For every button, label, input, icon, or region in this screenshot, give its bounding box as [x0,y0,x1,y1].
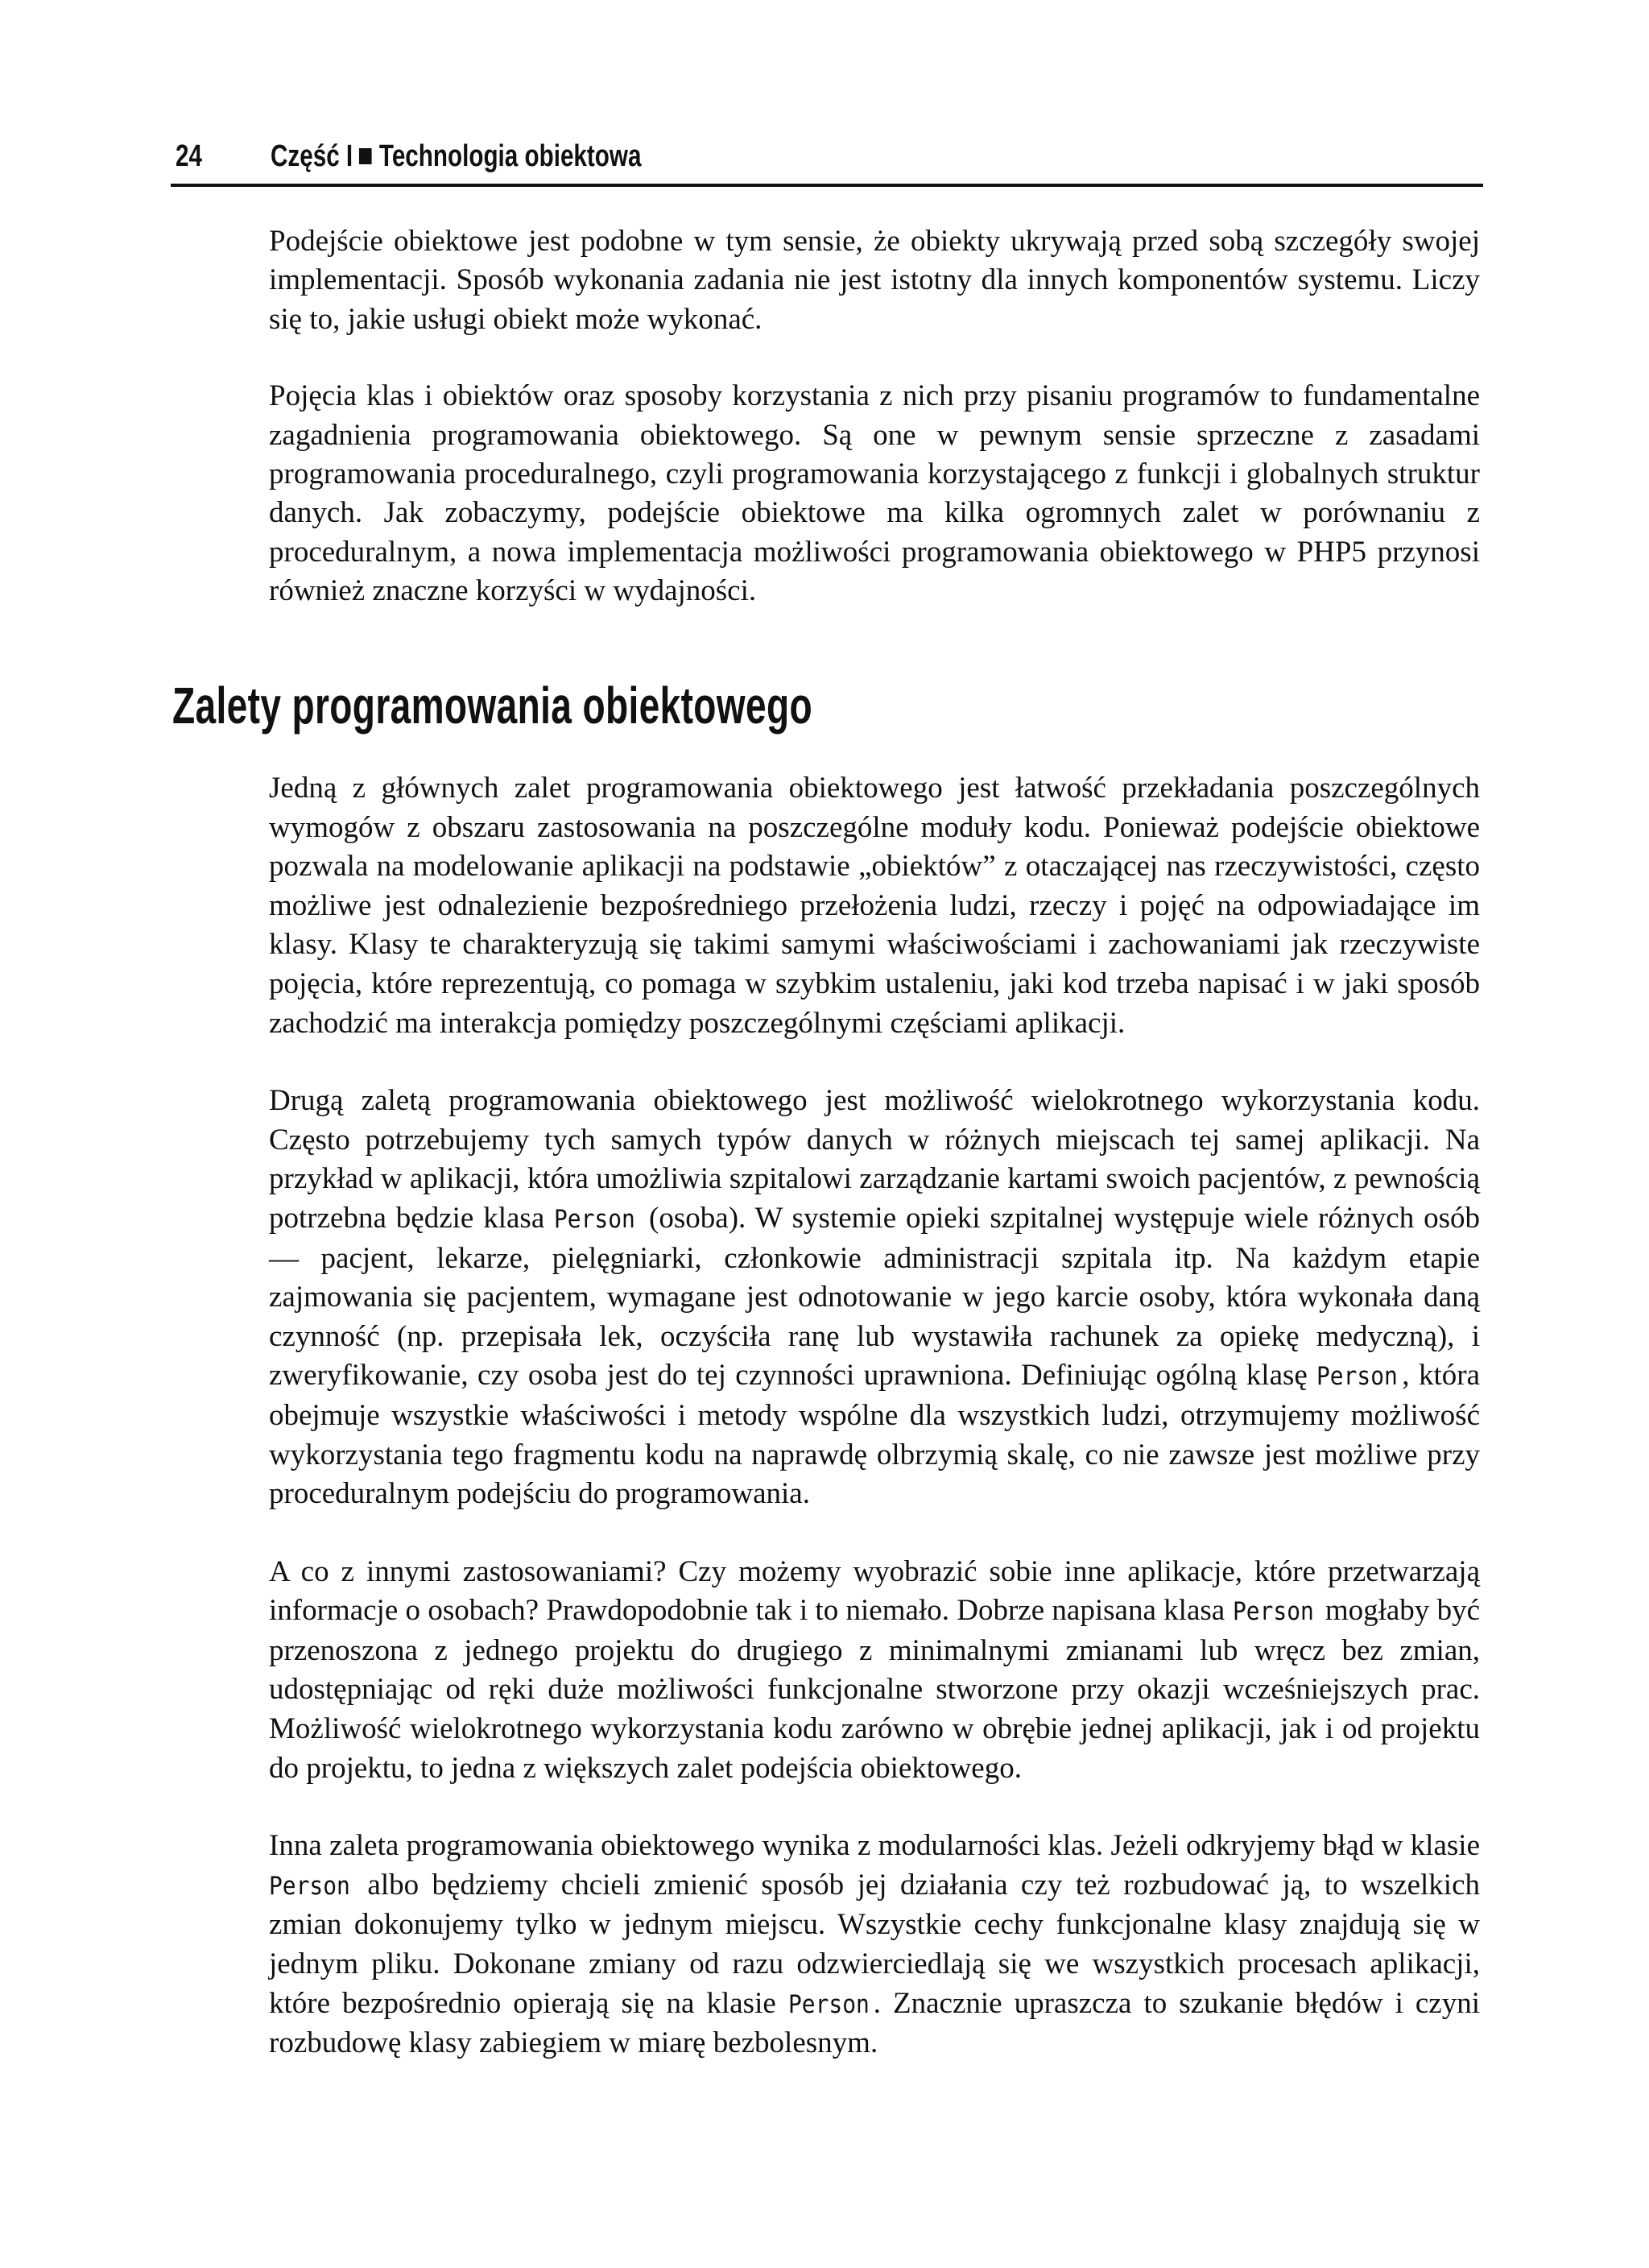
page-number: 24 [176,139,202,173]
text-run: Drugą zaletą programowania obiektowego jest możliwość wielokrotnego wykorzystania kodu. Często potrzebujemy tych samych typów danych w różnych miejscach tej samej aplikacji. Na przykład w aplikacji, która umożliwia szpitalowi zarządzanie kartami swoich pacjentów, z pewnością potrzebna będzie klasa [269,1084,1480,1235]
intro-text [269,222,1480,649]
part-and-chapter [271,134,641,179]
inline-code: Person [269,1871,350,1901]
chapter-title: Technologia obiektowa [378,139,642,173]
section-heading: Zalety programowania obiektowego [172,677,813,735]
text-run: mogłaby być przenoszona z jednego projektu do drugiego z minimalnymi zmianami lub wręcz bez zmian, udostępniając od ręki duże możliwości funkcjonalne stworzone przy okazji wcześniejszych prac. Możliwość wielokrotnego wykorzystania kodu zarówno w obrębie jednej aplikacji, jak i od projektu do projektu, to jedna z większych zalet podejścia obiektowego. [269,1594,1481,1785]
inline-code: Person [1316,1362,1399,1392]
square-bullet-icon [359,148,372,164]
section-paragraph-1: Jedną z głównych zalet programowania obiektowego jest łatwość przekładania poszczególnych wymogów z obszaru zastosowania na poszczególne moduły kodu. Ponieważ podejście obiektowe pozwala na modelowanie aplikacji na podstawie „obiektów” z otaczającej nas rzeczywistości, często możliwe jest odnalezienie bezpośredniego przełożenia ludzi, rzeczy i pojęć na odpowiadające im klasy. Klasy te charakteryzują się takimi samymi właściwościami i zachowaniami jak rzeczywiste pojęcia, które reprezentują, co pomaga w szybkim ustaleniu, jaki kod trzeba napisać i w jaki sposób zachodzić ma interakcja pomiędzy poszczególnymi częściami aplikacji. [269,772,1480,1040]
section-text [269,769,1480,2102]
running-header [171,130,1483,187]
text-run: (osoba). W systemie opieki szpitalnej występuje wiele różnych osób — pacjent, lekarze, pielęgniarki, członkowie administracji szpitala itp. Na każdym etapie zajmowania się pacjentem, wymagane jest odnotowanie w jego karcie osoby, która wykonała daną czynność (np. przepisała lek, oczyściła ranę lub wystawiła rachunek za opiekę medyczną), i zweryfikowanie, czy osoba jest do tej czynności uprawniona. Definiując ogólną klasę [269,1201,1481,1393]
text-run: A co z innymi zastosowaniami? Czy możemy wyobrazić sobie inne aplikacje, które przetwarzają informacje o osobach? Prawdopodobnie tak i to niemało. Dobrze napisana klasa [269,1554,1480,1628]
text-run: Inna zaleta programowania obiektowego wynika z modularności klas. Jeżeli odkryjemy błąd w klasie [269,1829,1480,1863]
inline-code: Person [1232,1597,1314,1627]
section-paragraph-2 [269,1082,1480,1514]
text-run: . Znacznie upraszcza to szukanie błędów i czyni rozbudowę klasy zabiegiem w miarę bezbolesnym. [269,1986,1481,2060]
intro-paragraph-1: Podejście obiektowe jest podobne w tym sensie, że obiekty ukrywają przed sobą szczegóły swojej implementacji. Sposób wykonania zadania nie jest istotny dla innych komponentów systemu. Liczy się to, jakie usługi obiekt może wykonać. [269,225,1480,336]
section-paragraph-3 [269,1553,1480,1789]
text-run: , która obejmuje wszystkie właściwości i metody wspólne dla wszystkich ludzi, otrzymujemy możliwość wykorzystania tego fragmentu kodu na naprawdę olbrzymią skalę, co nie zawsze jest możliwe przy proceduralnym podejściu do programowania. [269,1359,1480,1511]
text-run: albo będziemy chcieli zmienić sposób jej działania czy też rozbudować ją, to wszelkich zmian dokonujemy tylko w jednym miejscu. Wszystkie cechy funkcjonalne klasy znajdują się w jednym pliku. Dokonane zmiany od razu odzwierciedlają się we wszystkich procesach aplikacji, które bezpośrednio opierają się na klasie [269,1868,1481,2020]
inline-code: Person [554,1204,635,1234]
section-paragraph-4 [269,1827,1480,2063]
inline-code: Person [787,1989,870,2019]
intro-paragraph-2: Pojęcia klas i obiektów oraz sposoby korzystania z nich przy pisaniu programów to fundamentalne zagadnienia programowania obiektowego. Są one w pewnym sensie sprzeczne z zasadami programowania proceduralnego, czyli programowania korzystającego z funkcji i globalnych struktur danych. Jak zobaczymy, podejście obiektowe ma kilka ogromnych zalet w porównaniu z proceduralnym, a nowa implementacja możliwości programowania obiektowego w PHP5 przynosi również znaczne korzyści w wydajności. [269,379,1480,608]
part-label: Część I [271,139,353,173]
